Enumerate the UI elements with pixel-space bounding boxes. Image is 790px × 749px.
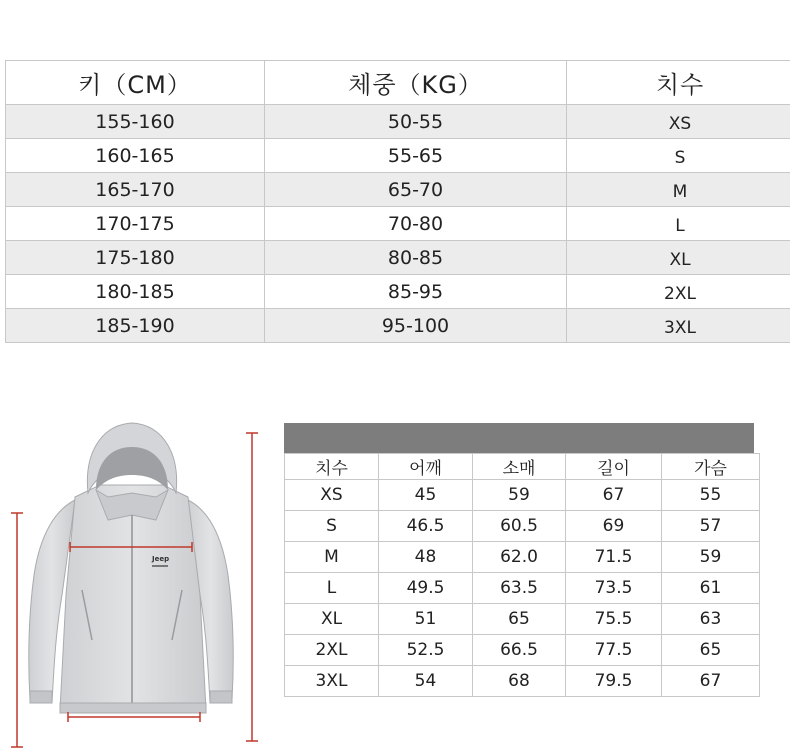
- table-row: [285, 635, 760, 666]
- weight-cell: 85-95: [265, 275, 567, 309]
- shoulder-cell: 51: [379, 604, 473, 635]
- chest-cell: 57: [662, 511, 760, 542]
- chest-cell: 63: [662, 604, 760, 635]
- size-cell: M: [285, 542, 379, 573]
- chest-cell: 67: [662, 666, 760, 697]
- length-cell: 77.5: [566, 635, 662, 666]
- weight-cell: 70-80: [265, 207, 567, 241]
- size-chart-table: [5, 60, 790, 343]
- jacket-drawing: [0, 415, 265, 749]
- size-cell: XS: [285, 480, 379, 511]
- shoulder-cell: 49.5: [379, 573, 473, 604]
- table-row: [6, 105, 790, 139]
- table-row: [285, 511, 760, 542]
- table-row: [6, 309, 790, 343]
- jeep-logo: Jeep: [152, 555, 170, 563]
- size-cell: M: [567, 173, 790, 207]
- weight-cell: 65-70: [265, 173, 567, 207]
- size-chart-header-row: [6, 61, 790, 105]
- measurement-header-row: [285, 454, 760, 480]
- chest-cell: 55: [662, 480, 760, 511]
- right-cuff: [210, 691, 232, 703]
- length-measure-line: [246, 433, 258, 741]
- length-cell: 71.5: [566, 542, 662, 573]
- shoulder-cell: 45: [379, 480, 473, 511]
- left-cuff: [30, 691, 52, 703]
- table-row: [6, 207, 790, 241]
- height-cell: 165-170: [6, 173, 265, 207]
- logo-subline: [152, 565, 168, 567]
- shoulder-cell: 48: [379, 542, 473, 573]
- header-height: 키（CM）: [6, 61, 265, 105]
- length-cell: 69: [566, 511, 662, 542]
- length-cell: 79.5: [566, 666, 662, 697]
- sleeve-cell: 68: [473, 666, 566, 697]
- table-row: [6, 173, 790, 207]
- weight-cell: 55-65: [265, 139, 567, 173]
- measurement-table: [284, 453, 760, 697]
- sleeve-cell: 59: [473, 480, 566, 511]
- size-cell: L: [285, 573, 379, 604]
- header-length: 길이: [566, 454, 662, 480]
- weight-cell: 95-100: [265, 309, 567, 343]
- height-cell: 180-185: [6, 275, 265, 309]
- length-cell: 73.5: [566, 573, 662, 604]
- height-cell: 175-180: [6, 241, 265, 275]
- sleeve-measure-line: [11, 513, 23, 747]
- table-row: [285, 542, 760, 573]
- jacket-illustration: [0, 415, 265, 749]
- header-weight: 체중（KG）: [265, 61, 567, 105]
- sleeve-cell: 63.5: [473, 573, 566, 604]
- chest-cell: 59: [662, 542, 760, 573]
- size-cell: 3XL: [567, 309, 790, 343]
- sleeve-cell: 65: [473, 604, 566, 635]
- jacket-hem: [60, 703, 206, 713]
- size-cell: 2XL: [567, 275, 790, 309]
- measurement-table-banner: [284, 423, 754, 453]
- sleeve-cell: 66.5: [473, 635, 566, 666]
- shoulder-cell: 54: [379, 666, 473, 697]
- header-size: 치수: [567, 61, 790, 105]
- header-shoulder: 어깨: [379, 454, 473, 480]
- table-row: [285, 480, 760, 511]
- size-cell: 2XL: [285, 635, 379, 666]
- size-cell: XL: [567, 241, 790, 275]
- size-cell: XS: [567, 105, 790, 139]
- shoulder-cell: 46.5: [379, 511, 473, 542]
- size-cell: S: [285, 511, 379, 542]
- table-row: [6, 241, 790, 275]
- sleeve-cell: 62.0: [473, 542, 566, 573]
- table-row: [285, 604, 760, 635]
- table-row: [6, 139, 790, 173]
- header-chest: 가슴: [662, 454, 760, 480]
- weight-cell: 80-85: [265, 241, 567, 275]
- length-cell: 67: [566, 480, 662, 511]
- size-cell: 3XL: [285, 666, 379, 697]
- size-cell: XL: [285, 604, 379, 635]
- height-cell: 155-160: [6, 105, 265, 139]
- height-cell: 185-190: [6, 309, 265, 343]
- header-size: 치수: [285, 454, 379, 480]
- size-cell: L: [567, 207, 790, 241]
- shoulder-cell: 52.5: [379, 635, 473, 666]
- height-cell: 170-175: [6, 207, 265, 241]
- jacket-body: [60, 485, 206, 710]
- size-cell: S: [567, 139, 790, 173]
- chest-cell: 65: [662, 635, 760, 666]
- sleeve-cell: 60.5: [473, 511, 566, 542]
- length-cell: 75.5: [566, 604, 662, 635]
- header-sleeve: 소매: [473, 454, 566, 480]
- weight-cell: 50-55: [265, 105, 567, 139]
- chest-cell: 61: [662, 573, 760, 604]
- table-row: [285, 666, 760, 697]
- height-cell: 160-165: [6, 139, 265, 173]
- table-row: [6, 275, 790, 309]
- table-row: [285, 573, 760, 604]
